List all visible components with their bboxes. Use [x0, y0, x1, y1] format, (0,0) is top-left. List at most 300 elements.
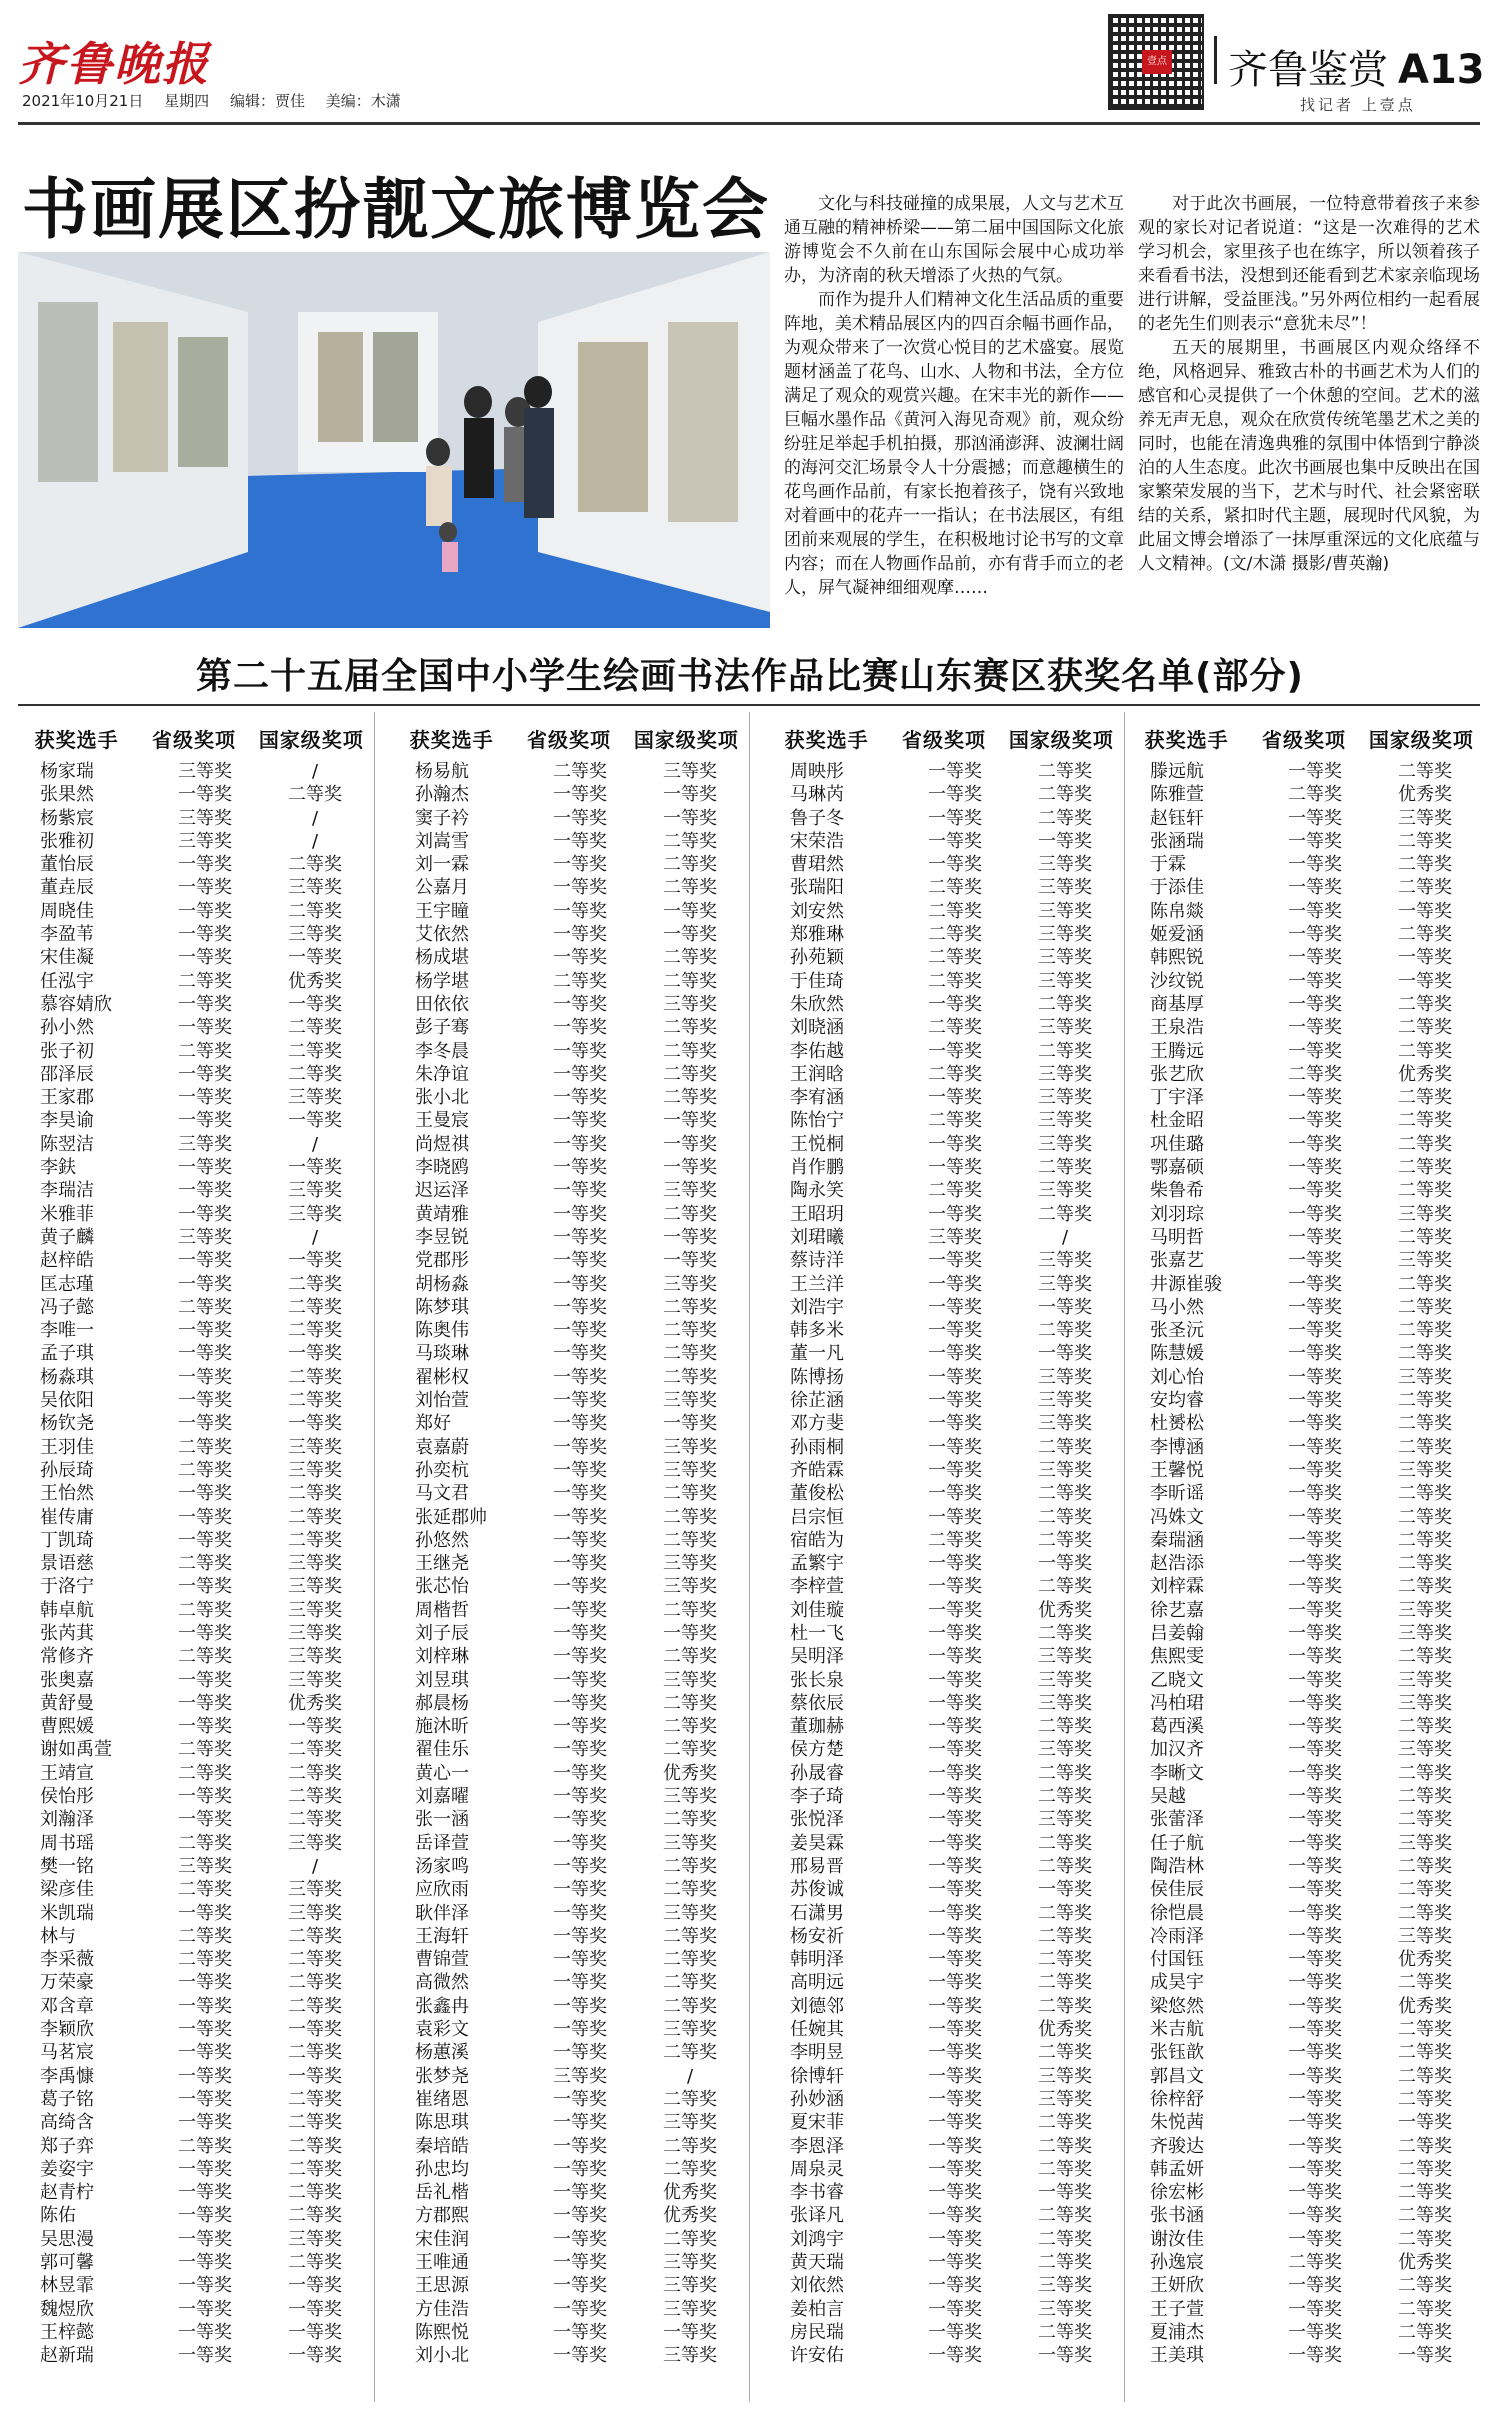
- provincial-award: 一等奖: [178, 1669, 232, 1691]
- national-award: 三等奖: [1038, 1413, 1092, 1435]
- winner-name: 任泓宇: [40, 970, 94, 992]
- table-row: [768, 1063, 1120, 1086]
- winner-name: 孙小然: [40, 1017, 94, 1039]
- winner-name: 安均睿: [1150, 1390, 1204, 1412]
- winner-name: 周书瑶: [40, 1832, 94, 1854]
- provincial-award: 一等奖: [1288, 1762, 1342, 1784]
- table-row: [1128, 2228, 1480, 2251]
- national-award: 一等奖: [1398, 2345, 1452, 2367]
- table-row: [18, 1552, 370, 1575]
- provincial-award: 一等奖: [928, 854, 982, 876]
- table-row: [18, 2158, 370, 2181]
- national-award: 二等奖: [1398, 2321, 1452, 2343]
- winner-name: 吴明泽: [790, 1646, 844, 1668]
- provincial-award: 一等奖: [1288, 1459, 1342, 1481]
- provincial-award: 一等奖: [553, 1506, 607, 1528]
- national-award: 二等奖: [288, 1925, 342, 1947]
- table-row: [768, 1599, 1120, 1622]
- national-award: 二等奖: [1038, 2158, 1092, 2180]
- winner-name: 张蕾泽: [1150, 1809, 1204, 1831]
- table-row: [768, 1156, 1120, 1179]
- winner-name: 尚煜祺: [415, 1133, 469, 1155]
- winner-name: 马茗宸: [40, 2042, 94, 2064]
- table-row: [1128, 1855, 1480, 1878]
- winner-name: 张梦尧: [415, 2065, 469, 2087]
- national-award: 二等奖: [1398, 761, 1452, 782]
- winner-name: 李采薇: [40, 1949, 94, 1971]
- table-row: [393, 1878, 745, 1901]
- national-award: 二等奖: [663, 1972, 717, 1994]
- national-award: /: [311, 807, 319, 829]
- national-award: 二等奖: [1038, 1040, 1092, 1062]
- provincial-award: 一等奖: [553, 1087, 607, 1109]
- national-award: 三等奖: [663, 1553, 717, 1575]
- provincial-award: 一等奖: [1288, 1529, 1342, 1551]
- provincial-award: 一等奖: [928, 2298, 982, 2320]
- table-row: [18, 1785, 370, 1808]
- provincial-award: 一等奖: [1288, 1203, 1342, 1225]
- table-row: [393, 2274, 745, 2297]
- national-award: 二等奖: [1398, 830, 1452, 852]
- national-award: 二等奖: [1398, 2205, 1452, 2227]
- national-award: 一等奖: [663, 807, 717, 829]
- table-row: [18, 2088, 370, 2111]
- provincial-award: 二等奖: [928, 924, 982, 946]
- table-row: [18, 876, 370, 899]
- winner-name: 于霖: [1150, 854, 1186, 876]
- provincial-award: 一等奖: [178, 900, 232, 922]
- national-award: 三等奖: [1038, 2088, 1092, 2110]
- national-award: 三等奖: [663, 1436, 717, 1458]
- winner-name: 崔传庸: [40, 1506, 94, 1528]
- provincial-award: 一等奖: [928, 2112, 982, 2134]
- winner-name: 李冬晨: [415, 1040, 469, 1062]
- provincial-award: 二等奖: [178, 1879, 232, 1901]
- provincial-award: 一等奖: [553, 1390, 607, 1412]
- national-award: 三等奖: [1038, 900, 1092, 922]
- winner-name: 刘怡萱: [415, 1390, 469, 1412]
- table-row: [18, 970, 370, 993]
- provincial-award: 一等奖: [928, 2345, 982, 2367]
- section-name: 齐鲁鉴赏: [1228, 47, 1388, 93]
- column-divider: [749, 712, 750, 2402]
- winner-name: 徐艺嘉: [1150, 1599, 1204, 1621]
- provincial-award: 一等奖: [928, 1576, 982, 1598]
- provincial-award: 一等奖: [1288, 1087, 1342, 1109]
- provincial-award: 一等奖: [553, 1949, 607, 1971]
- national-award: 一等奖: [663, 1226, 717, 1248]
- provincial-award: 一等奖: [1288, 1483, 1342, 1505]
- provincial-award: 一等奖: [928, 2205, 982, 2227]
- national-award: 二等奖: [663, 1203, 717, 1225]
- table-row: [1128, 1412, 1480, 1435]
- provincial-award: 一等奖: [928, 993, 982, 1015]
- table-row: [393, 1971, 745, 1994]
- winner-name: 谢汝佳: [1150, 2228, 1204, 2250]
- table-row: [393, 1389, 745, 1412]
- table-row: [18, 1342, 370, 1365]
- national-award: 二等奖: [1398, 2275, 1452, 2297]
- provincial-award: 一等奖: [1288, 1949, 1342, 1971]
- table-row: [1128, 1436, 1480, 1459]
- national-award: 二等奖: [1398, 1017, 1452, 1039]
- winner-name: 杨学堪: [415, 970, 469, 992]
- winner-name: 李昱锐: [415, 1226, 469, 1248]
- provincial-award: 一等奖: [553, 947, 607, 969]
- national-award: /: [311, 830, 319, 852]
- table-row: [1128, 830, 1480, 853]
- national-award: 三等奖: [1038, 924, 1092, 946]
- provincial-award: 一等奖: [928, 1995, 982, 2017]
- winner-name: 刘鸿宇: [790, 2228, 844, 2250]
- table-row: [768, 1319, 1120, 1342]
- credit-line: 找记者 上壹点: [1300, 96, 1416, 114]
- table-row: [768, 1179, 1120, 1202]
- table-row: [393, 2228, 745, 2251]
- national-award: 三等奖: [288, 1902, 342, 1924]
- table-row: [1128, 923, 1480, 946]
- winner-name: 石潇男: [790, 1902, 844, 1924]
- winner-name: 于添佳: [1150, 877, 1204, 899]
- provincial-award: 一等奖: [553, 1576, 607, 1598]
- national-award: 三等奖: [1398, 1832, 1452, 1854]
- qr-code[interactable]: [1108, 14, 1204, 110]
- provincial-award: 一等奖: [553, 1809, 607, 1831]
- national-award: 二等奖: [1398, 1110, 1452, 1132]
- winner-name: 宋佳润: [415, 2228, 469, 2250]
- national-award: 一等奖: [1398, 2112, 1452, 2134]
- provincial-award: 一等奖: [1288, 1553, 1342, 1575]
- national-award: 二等奖: [1398, 924, 1452, 946]
- table-row: [1128, 1925, 1480, 1948]
- winner-name: 郭可馨: [40, 2252, 94, 2273]
- provincial-award: 一等奖: [928, 1646, 982, 1668]
- provincial-award: 一等奖: [928, 2088, 982, 2110]
- winner-name: 杜一飞: [790, 1622, 844, 1644]
- winner-name: 王继尧: [415, 1553, 469, 1575]
- national-award: 二等奖: [1398, 2088, 1452, 2110]
- provincial-award: 三等奖: [178, 1226, 232, 1248]
- national-award: 二等奖: [1398, 1390, 1452, 1412]
- table-row: [768, 1529, 1120, 1552]
- provincial-award: 一等奖: [928, 1203, 982, 1225]
- national-award: 三等奖: [1038, 1692, 1092, 1714]
- provincial-award: 一等奖: [178, 2228, 232, 2250]
- winner-name: 张书涵: [1150, 2205, 1204, 2227]
- table-row: [1128, 1366, 1480, 1389]
- winner-name: 冯柏珺: [1150, 1692, 1204, 1714]
- table-row: [393, 1902, 745, 1925]
- winner-name: 林与: [40, 1925, 76, 1947]
- provincial-award: 一等奖: [553, 1413, 607, 1435]
- provincial-award: 一等奖: [928, 1762, 982, 1784]
- provincial-award: 一等奖: [1288, 2321, 1342, 2343]
- national-award: 优秀奖: [663, 2182, 717, 2204]
- national-award: 二等奖: [663, 1366, 717, 1388]
- national-award: 二等奖: [663, 2088, 717, 2110]
- table-row: [393, 783, 745, 806]
- table-row: [393, 1715, 745, 1738]
- provincial-award: 一等奖: [553, 2158, 607, 2180]
- table-row: [1128, 1995, 1480, 2018]
- provincial-award: 二等奖: [178, 2135, 232, 2157]
- provincial-award: 一等奖: [1288, 2112, 1342, 2134]
- national-award: 三等奖: [663, 2345, 717, 2367]
- provincial-award: 一等奖: [1288, 1995, 1342, 2017]
- table-row: [393, 1529, 745, 1552]
- national-award: 三等奖: [663, 2252, 717, 2273]
- table-row: [393, 1552, 745, 1575]
- provincial-award: 一等奖: [178, 1273, 232, 1295]
- table-row: [768, 2018, 1120, 2041]
- top-rule: [18, 122, 1480, 125]
- winner-name: 陈怡宁: [790, 1110, 844, 1132]
- winner-name: 马文君: [415, 1483, 469, 1505]
- provincial-award: 一等奖: [553, 2275, 607, 2297]
- provincial-award: 一等奖: [178, 1180, 232, 1202]
- provincial-award: 二等奖: [178, 1296, 232, 1318]
- provincial-award: 一等奖: [928, 1855, 982, 1877]
- provincial-award: 一等奖: [178, 1250, 232, 1272]
- national-award: 二等奖: [1398, 1716, 1452, 1738]
- winner-name: 孙忠均: [415, 2158, 469, 2180]
- national-award: 一等奖: [663, 1250, 717, 1272]
- table-row: [393, 2065, 745, 2088]
- table-row: [768, 1552, 1120, 1575]
- provincial-award: 二等奖: [178, 1599, 232, 1621]
- national-award: 二等奖: [663, 1529, 717, 1551]
- winner-name: 韩孟妍: [1150, 2158, 1204, 2180]
- national-award: 二等奖: [1398, 1343, 1452, 1365]
- national-award: 三等奖: [288, 1669, 342, 1691]
- winner-name: 周楷哲: [415, 1599, 469, 1621]
- table-row: [1128, 1785, 1480, 1808]
- national-award: 二等奖: [1398, 877, 1452, 899]
- national-award: 三等奖: [288, 1459, 342, 1481]
- national-award: 二等奖: [1038, 1925, 1092, 1947]
- provincial-award: 一等奖: [553, 1366, 607, 1388]
- provincial-award: 一等奖: [178, 947, 232, 969]
- national-award: 二等奖: [1038, 1622, 1092, 1644]
- table-row: [393, 1599, 745, 1622]
- provincial-award: 一等奖: [928, 1483, 982, 1505]
- winner-name: 袁嘉蔚: [415, 1436, 469, 1458]
- national-award: 一等奖: [1038, 1296, 1092, 1318]
- table-row: [18, 1599, 370, 1622]
- provincial-award: 二等奖: [178, 1553, 232, 1575]
- national-award: 二等奖: [1398, 1762, 1452, 1784]
- table-row: [1128, 2135, 1480, 2158]
- national-award: 三等奖: [288, 1599, 342, 1621]
- table-row: [1128, 1762, 1480, 1785]
- winner-name: 黄靖雅: [415, 1203, 469, 1225]
- table-row: [18, 1063, 370, 1086]
- table-row: [768, 1506, 1120, 1529]
- provincial-award: 一等奖: [553, 1739, 607, 1761]
- table-row: [768, 1459, 1120, 1482]
- national-award: 二等奖: [1038, 2205, 1092, 2227]
- winner-name: 于洛宁: [40, 1576, 94, 1598]
- table-row: [18, 2041, 370, 2064]
- provincial-award: 一等奖: [1288, 854, 1342, 876]
- winner-name: 郑子弈: [40, 2135, 94, 2157]
- winner-name: 董怡辰: [40, 854, 94, 876]
- provincial-award: 二等奖: [178, 1459, 232, 1481]
- national-award: 三等奖: [663, 993, 717, 1015]
- table-row: [768, 1575, 1120, 1598]
- winner-name: 陈佑: [40, 2205, 76, 2227]
- provincial-award: 一等奖: [1288, 1855, 1342, 1877]
- winner-name: 徐博轩: [790, 2065, 844, 2087]
- provincial-award: 一等奖: [1288, 761, 1342, 782]
- table-row: [768, 1715, 1120, 1738]
- national-award: /: [311, 1133, 319, 1155]
- national-award: 优秀奖: [1398, 1949, 1452, 1971]
- provincial-award: 三等奖: [178, 1133, 232, 1155]
- provincial-award: 一等奖: [553, 2205, 607, 2227]
- winner-name: 陈雅萱: [1150, 784, 1204, 806]
- table-row: [1128, 2111, 1480, 2134]
- table-row: [393, 760, 745, 783]
- table-row: [18, 1971, 370, 1994]
- table-row: [768, 1855, 1120, 1878]
- national-award: 二等奖: [1038, 1786, 1092, 1808]
- table-row: [768, 1622, 1120, 1645]
- winner-name: 黄天瑞: [790, 2252, 844, 2273]
- national-award: 二等奖: [288, 900, 342, 922]
- winner-name: 邵泽辰: [40, 1063, 94, 1085]
- article-headline: 书画展区扮靓文旅博览会: [22, 171, 770, 248]
- national-award: 一等奖: [288, 2321, 342, 2343]
- table-row: [18, 853, 370, 876]
- national-award: 三等奖: [1398, 807, 1452, 829]
- national-award: 三等奖: [663, 1902, 717, 1924]
- winner-name: 翟彬权: [415, 1366, 469, 1388]
- winner-name: 黄子麟: [40, 1226, 94, 1248]
- provincial-award: 一等奖: [553, 1436, 607, 1458]
- national-award: 二等奖: [1038, 2252, 1092, 2273]
- national-award: 二等奖: [1038, 2228, 1092, 2250]
- national-award: 一等奖: [663, 784, 717, 806]
- winner-name: 窦子衿: [415, 807, 469, 829]
- issue-editor: 编辑：贾佳: [229, 92, 305, 110]
- national-award: 二等奖: [288, 1995, 342, 2017]
- winner-name: 刘浩宇: [790, 1296, 844, 1318]
- winner-name: 高明远: [790, 1972, 844, 1994]
- winner-name: 张一涵: [415, 1809, 469, 1831]
- table-row: [1128, 1133, 1480, 1156]
- provincial-award: 一等奖: [553, 1296, 607, 1318]
- national-award: 二等奖: [1398, 1226, 1452, 1248]
- article-paragraph: 对于此次书画展，一位特意带着孩子来参观的家长对记者说道：“这是一次难得的艺术学习机会，家里孩子也在练字，所以领着孩子来看看书法，没想到还能看到艺术家亲临现场进行讲解，受益匪浅。”另外两位相约一起看展的老先生们则表示“意犹未尽”！: [1138, 194, 1480, 334]
- national-award: 二等奖: [663, 1809, 717, 1831]
- provincial-award: 二等奖: [1288, 2252, 1342, 2273]
- table-row: [768, 830, 1120, 853]
- table-row: [18, 830, 370, 853]
- national-award: 三等奖: [663, 1390, 717, 1412]
- table-row: [1128, 900, 1480, 923]
- table-row: [393, 1109, 745, 1132]
- provincial-award: 一等奖: [553, 854, 607, 876]
- provincial-award: 一等奖: [178, 2158, 232, 2180]
- provincial-award: 一等奖: [553, 1017, 607, 1039]
- table-row: [18, 1506, 370, 1529]
- national-award: 二等奖: [1398, 1413, 1452, 1435]
- table-row: [768, 1342, 1120, 1365]
- provincial-award: 一等奖: [928, 1692, 982, 1714]
- winner-name: 王子萱: [1150, 2298, 1204, 2320]
- national-award: 二等奖: [288, 1273, 342, 1295]
- table-row: [393, 1692, 745, 1715]
- provincial-award: 一等奖: [178, 1157, 232, 1179]
- national-award: 二等奖: [663, 2228, 717, 2250]
- national-award: 二等奖: [288, 1040, 342, 1062]
- table-row: [768, 2088, 1120, 2111]
- provincial-award: 一等奖: [553, 1832, 607, 1854]
- table-row: [18, 1133, 370, 1156]
- national-award: 二等奖: [1038, 1506, 1092, 1528]
- national-award: 三等奖: [1398, 1250, 1452, 1272]
- provincial-award: 一等奖: [553, 1692, 607, 1714]
- winner-name: 陈思琪: [415, 2112, 469, 2134]
- table-row: [18, 2274, 370, 2297]
- national-award: 三等奖: [288, 1879, 342, 1901]
- winner-name: 樊一铭: [40, 1855, 94, 1877]
- provincial-award: 一等奖: [553, 1553, 607, 1575]
- national-award: 二等奖: [1038, 2042, 1092, 2064]
- table-row: [768, 993, 1120, 1016]
- table-row: [768, 1738, 1120, 1761]
- table-row: [18, 1366, 370, 1389]
- national-award: 二等奖: [288, 1390, 342, 1412]
- national-award: 一等奖: [1398, 947, 1452, 969]
- provincial-award: 一等奖: [1288, 830, 1342, 852]
- national-award: 二等奖: [1038, 1483, 1092, 1505]
- table-row: [768, 760, 1120, 783]
- winner-name: 侯佳辰: [1150, 1879, 1204, 1901]
- national-award: 三等奖: [288, 2228, 342, 2250]
- provincial-award: 一等奖: [1288, 1692, 1342, 1714]
- table-row: [18, 1808, 370, 1831]
- provincial-award: 一等奖: [553, 2135, 607, 2157]
- table-row: [393, 2204, 745, 2227]
- national-award: 二等奖: [663, 947, 717, 969]
- national-award: 一等奖: [663, 924, 717, 946]
- national-award: 三等奖: [663, 1832, 717, 1854]
- national-award: 二等奖: [1398, 1902, 1452, 1924]
- national-award: 二等奖: [663, 1716, 717, 1738]
- table-row: [1128, 1971, 1480, 1994]
- winner-name: 肖作鹏: [790, 1157, 844, 1179]
- table-row: [18, 1226, 370, 1249]
- winner-name: 孟繁宇: [790, 1553, 844, 1575]
- table-header-cell: 国家级奖项: [1368, 727, 1474, 752]
- national-award: 二等奖: [663, 1087, 717, 1109]
- provincial-award: 一等奖: [178, 2088, 232, 2110]
- provincial-award: 三等奖: [178, 1855, 232, 1877]
- national-award: 二等奖: [288, 2088, 342, 2110]
- national-award: 三等奖: [663, 2298, 717, 2320]
- provincial-award: 二等奖: [928, 1110, 982, 1132]
- national-award: 二等奖: [1398, 1646, 1452, 1668]
- provincial-award: 一等奖: [553, 2182, 607, 2204]
- winner-name: 张芯怡: [415, 1576, 469, 1598]
- table-row: [18, 1645, 370, 1668]
- provincial-award: 一等奖: [178, 1483, 232, 1505]
- provincial-award: 一等奖: [1288, 1040, 1342, 1062]
- winner-name: 张子初: [40, 1040, 94, 1062]
- table-header-cell: 省级奖项: [1261, 727, 1346, 752]
